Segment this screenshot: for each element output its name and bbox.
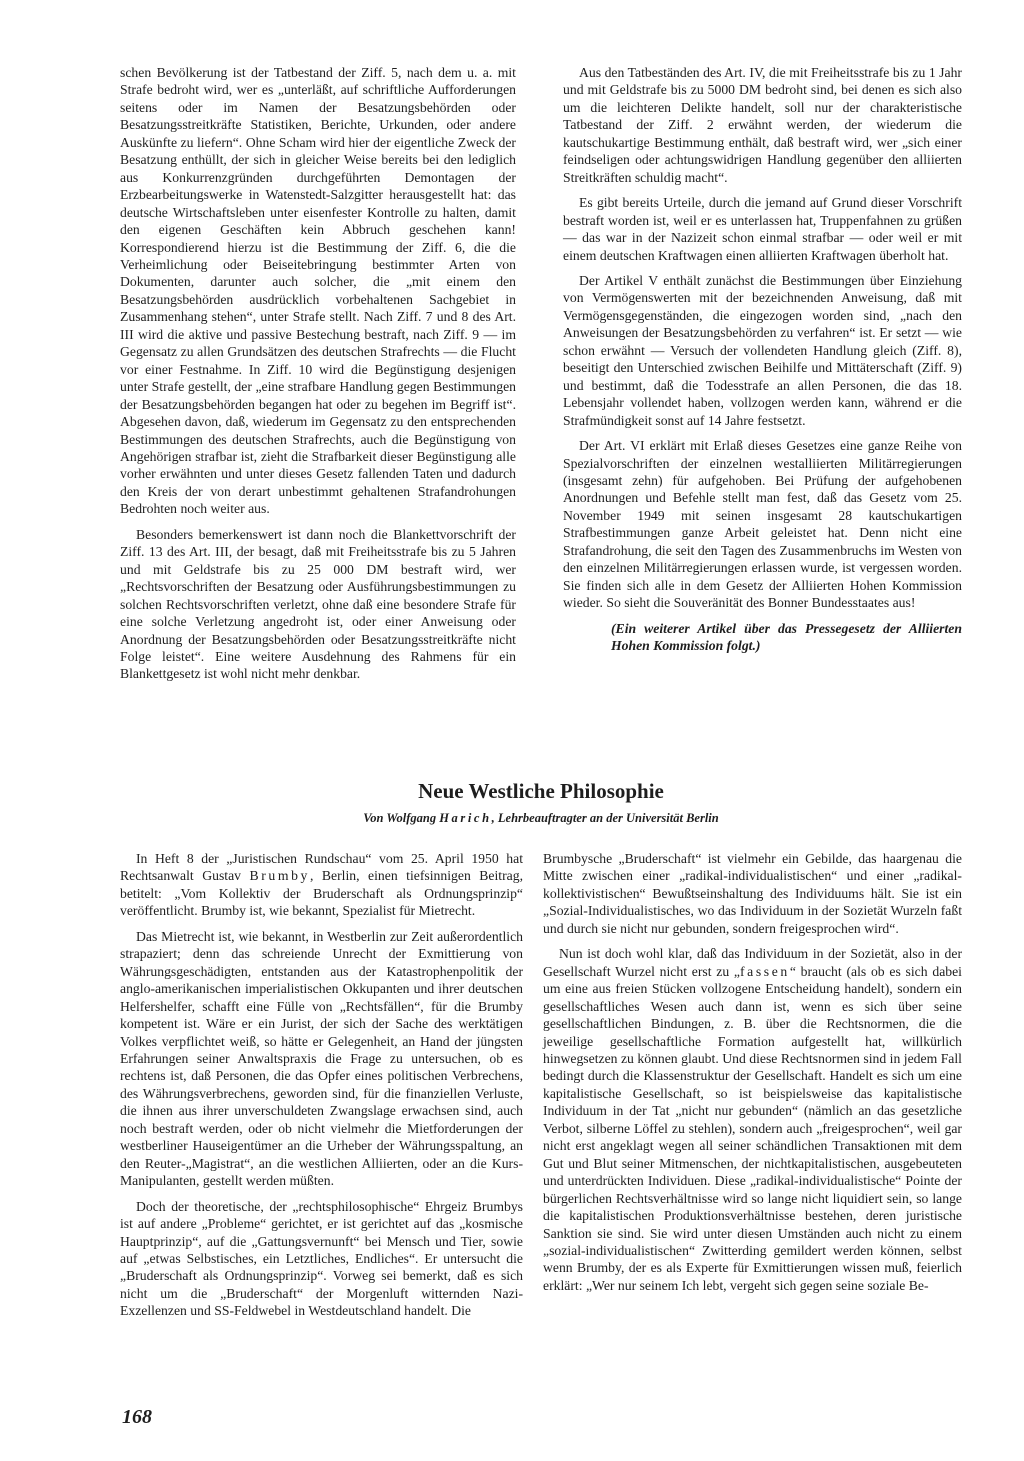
paragraph-text: In Heft 8 der „Juristischen Rundschau“ vom 25. April 1950 hat Rechtsanwalt Gustav — [120, 851, 523, 884]
page-number: 168 — [122, 1406, 152, 1428]
byline-suffix: , Lehrbeauftragter an der Universität Berlin — [491, 811, 719, 825]
closing-note: (Ein weiterer Artikel über das Pressegesetz der Alliierten Hohen Kommission folgt.) — [611, 620, 962, 654]
paragraph: Doch der theoretische, der „rechtsphilosophische“ Ehrgeiz Brumbys ist auf andere „Probleme“ gerichtet, er ist gerichtet auf das „kosmische Hauptprinzip“, auf die „Gattungsvernunft“ bei Mensch und Tier, sowie auf „etwas Selbstisches, ein Letztliches, Endliches“. Er untersucht die „Bruderschaft als Ordnungsprinzip“. Vorweg sei bemerkt, daß es sich nicht um die „Bruderschaft“ der Morgenluft witternden Nazi-Exzellenzen und SS-Feldwebel in Westdeutschland handelt. Die — [120, 1198, 523, 1319]
paragraph — [120, 850, 523, 920]
paragraph-text: Nun ist doch wohl klar, daß das Individuum in der Sozietät, also in der Gesellschaft Wurzel nicht erst zu „ — [543, 946, 962, 979]
paragraph-text: , Berlin, einen tiefsinnigen Beitrag, betitelt: „Vom Kollektiv der Bruderschaft als Ordnungsprinzip“ veröffentlicht. Brumby ist, wie bekannt, Spezialist für Mietrecht. — [120, 868, 524, 919]
spaced-word: fassen — [740, 963, 790, 979]
byline-prefix: Von Wolfgang — [363, 811, 440, 825]
article-top-right-column — [563, 64, 962, 663]
article-byline — [120, 810, 962, 826]
paragraph: Der Art. VI erklärt mit Erlaß dieses Gesetzes eine ganze Reihe von Spezialvorschriften der einzelnen westalliierten Militärregierungen (insgesamt zehn) für aufgehoben. Bei Prüfung der aufgehobenen Anordnungen und Befehle stellt man fest, daß das Gesetz vom 25. November 1949 mit seinen insgesamt 28 kautschukartigen Strafbestimmungen ganze Arbeit geleistet hat. Denn nicht eine Strafandrohung, die seit den Tagen des Zusammenbruchs im Westen von den einzelnen Militärregierungen erlassen wurde, ist vergessen worden. Sie finden sich alle in dem Gesetz der Alliierten Hohen Kommission wieder. So sieht die Souveränität des Bonner Bundesstaates aus! — [563, 438, 962, 611]
author-surname: Harich — [439, 811, 492, 825]
article-top-left-column — [120, 64, 516, 691]
paragraph: Der Artikel V enthält zunächst die Bestimmungen über Einziehung von Vermögenswerten mit der bezeichnenden Anweisung, daß mit Vermögensgegenständen, die eingezogen worden sind, „nach den Anweisungen der Besatzungsbehörden zu verfahren“ ist. Er setzt — wie schon erwähnt — Versuch der vollendeten Handlung gleich (Ziff. 8), beseitigt den Unterschied zwischen Beihilfe und Mittäterschaft (Ziff. 9) und bestimmt, daß die Todesstrafe an allen Personen, die das 18. Lebensjahr vollendet haben, vollzogen werden kann, während er die Strafmündigkeit sonst auf 14 Jahre festsetzt. — [563, 272, 962, 428]
spaced-name: Brumby — [249, 868, 310, 884]
paragraph — [543, 945, 962, 1294]
paragraph: Aus den Tatbeständen des Art. IV, die mit Freiheitsstrafe bis zu 1 Jahr und mit Geldstrafe bis zu 5000 DM bedroht sind, bei denen es sich also um die leichteren Delikte handelt, soll nur der charakteristische Tatbestand der Ziff. 2 erwähnt werden, der wiederum die kautschukartige Bestimmung enthält, daß bestraft wird, wer „sich einer feindseligen oder achtungswidrigen Handlung gegenüber den alliierten Streitkräften schuldig macht“. — [563, 65, 962, 185]
paragraph: Es gibt bereits Urteile, durch die jemand auf Grund dieser Vorschrift bestraft worden ist, weil er es unterlassen hat, Truppenfahnen zu grüßen — das war in der Nazizeit schon einmal strafbar — oder weil er mit einem deutschen Kraftwagen einen alliierten Kraftwagen überholt hat. — [563, 195, 962, 263]
article-bottom-right-column — [543, 850, 962, 1302]
paragraph: Besonders bemerkenswert ist dann noch die Blankettvorschrift der Ziff. 13 des Art. III, der besagt, daß mit Freiheitsstrafe bis zu 5 Jahren und mit Geldstrafe bis zu 25 000 DM bestraft wird, wer „Rechtsvorschriften der Besatzung oder Ausführungsbestimmungen zu solchen Rechtsvorschriften verletzt, ohne daß eine besondere Strafe für eine solche Verletzung angedroht ist, oder einer Anweisung oder Anordnung der Besatzungsbehörden oder Besatzungsstreitkräfte nicht Folge leistet“. Eine weitere Ausdehnung des Rahmens für ein Blankettgesetz ist wohl nicht mehr denkbar. — [120, 526, 516, 682]
paragraph-text: “ braucht (als ob es sich dabei um eine aus freien Stücken vollzogene Entscheidung handelt), sondern ein gesellschaftliches Wesen auch dann ist, wenn es sich über seine gesellschaftlichen Bindungen, z. B. über die Rechtsnormen, die die jeweilige gesellschaftliche Formation aufgestellt hat, willkürlich hinwegsetzen zu können glaubt. Und diese Rechtsnormen sind in jedem Fall bedingt durch die Klassenstruktur der Gesellschaft. Handelt es sich um eine kapitalistische Gesellschaft, so ist beispielsweise das kapitalistische Individuum in der Tat „nicht nur gebunden“ (nämlich an das gesetzliche Verbot, silberne Löffel zu stehlen), sondern auch „freigesprochen“, weil gar nicht erst angeklagt wegen all seiner schändlichen Transaktionen mit dem Gut und Blut seiner Mitmenschen, der nichtkapitalistischen, ausgebeuteten und unterdrückten Individuen. Diese „radikal-individualistische“ Pointe der bürgerlichen Rechtsverhältnisse wird so lange nicht liquidiert sein, so lange die kapitalistischen Produktionsverhältnisse bestehen, deren juristische Sanktion sie sind. Sie wird unter diesen Umständen auch nicht zu einem „sozial-individualistischen“ Zwitterding gemildert werden können, selbst wenn Brumby, der es als Experte für Exmittierungen wissen muß, feierlich erklärt: „Wer nur seinem Ich lebt, vergeht sich gegen seine soziale Be- — [543, 963, 962, 1293]
article-bottom-left-column — [120, 850, 523, 1328]
article-title: Neue Westliche Philosophie — [418, 779, 664, 803]
paragraph: schen Bevölkerung ist der Tatbestand der Ziff. 5, nach dem u. a. mit Strafe bedroht wird, wer es „unterläßt, auf schriftliche Aufforderungen seitens oder im Namen der Besatzungsbehörden oder Besatzungsstreitkräfte Statistiken, Berichte, Urkunden, oder andere Auskünfte zu liefern“. Ohne Scham wird hier der eigentliche Zweck der Besatzung enthüllt, der sich in gleicher Weise bereits bei den lediglich aus Konkurrenzgründen durchgeführten Demontagen der Erzbearbeitungswerke in Watenstedt-Salzgitter herausgestellt hat: das deutsche Wirtschaftsleben unter eisenfester Kontrolle zu halten, damit den eigenen Geschäften kein Abbruch geschehen kann! Korrespondierend hierzu ist die Bestimmung der Ziff. 6, die die Verheimlichung oder Beiseitebringung bestimmter Arten von Dokumenten, darunter auch solcher, die „mit einem den Besatzungsbehörden ausdrücklich vorbehaltenen Sachgebiet in Zusammenhang stehen“, unter Strafe stellt. Nach Ziff. 7 und 8 des Art. III wird die aktive und passive Bestechung bestraft, nach Ziff. 9 — im Gegensatz zu allen Grundsätzen des deutschen Strafrechts — die Flucht vor einer Festnahme. In Ziff. 10 wird die Begünstigung desjenigen unter Strafe gestellt, der „eine strafbare Handlung gegen Bestimmungen der Besatzungsbehörden begangen hat oder zu begehen im Begriff ist“. Abgesehen davon, daß, wiederum im Gegensatz zu den entsprechenden Bestimmungen des deutschen Strafrechts, auch die Begünstigung von Angehörigen strafbar ist, zieht die Strafbarkeit dieser Begünstigung alle vorher erwähnten und unter dieses Gesetz fallenden Taten und dadurch den Kreis der von derart unbestimmt gehaltenen Strafandrohungen Bedrohten noch weiter aus. — [120, 65, 516, 517]
paragraph: Brumbysche „Bruderschaft“ ist vielmehr ein Gebilde, das haargenau die Mitte zwischen einer „radikal-individualistischen“ und einer „radikal-kollektivistischen“ Bewußtseinshaltung des Individuums hält. Sie ist ein „Sozial-Individualistisches, wo das Individuum in der Sozietät Wurzeln faßt und durch sie nicht nur gebunden, sondern freigesprochen wird“. — [543, 851, 962, 936]
paragraph: Das Mietrecht ist, wie bekannt, in Westberlin zur Zeit außerordentlich strapaziert; denn das schreiende Unrecht der Exmittierung von Währungsgeschädigten, entstanden aus der Katastrophenpolitik der anglo-amerikanischen imperialistischen Okkupanten und ihrer deutschen Helfershelfer, schafft eine Fülle von „Rechtsfällen“, für die Brumby kompetent ist. Wäre er ein Jurist, der sich der Sache des werktätigen Volkes verpflichtet weiß, so hätte er Gelegenheit, an Hand der jüngsten Erfahrungen seiner Anwaltspraxis die Frage zu untersuchen, ob es rechtens ist, daß Personen, die das Opfer eines politischen Verbrechens, des Währungsverbrechens, geworden sind, für die finanziellen Verluste, die ihnen aus ihrer unverschuldeten Zwangslage erwachsen sind, auch noch bestraft werden, oder ob nicht vielmehr die Mietforderungen der westberliner Hauseigentümer an die Urheber der Währungsspaltung, an den Reuter-„Magistrat“, an die westlichen Alliierten, oder an die Kurs-Manipulanten, gestellt werden müßten. — [120, 928, 523, 1189]
